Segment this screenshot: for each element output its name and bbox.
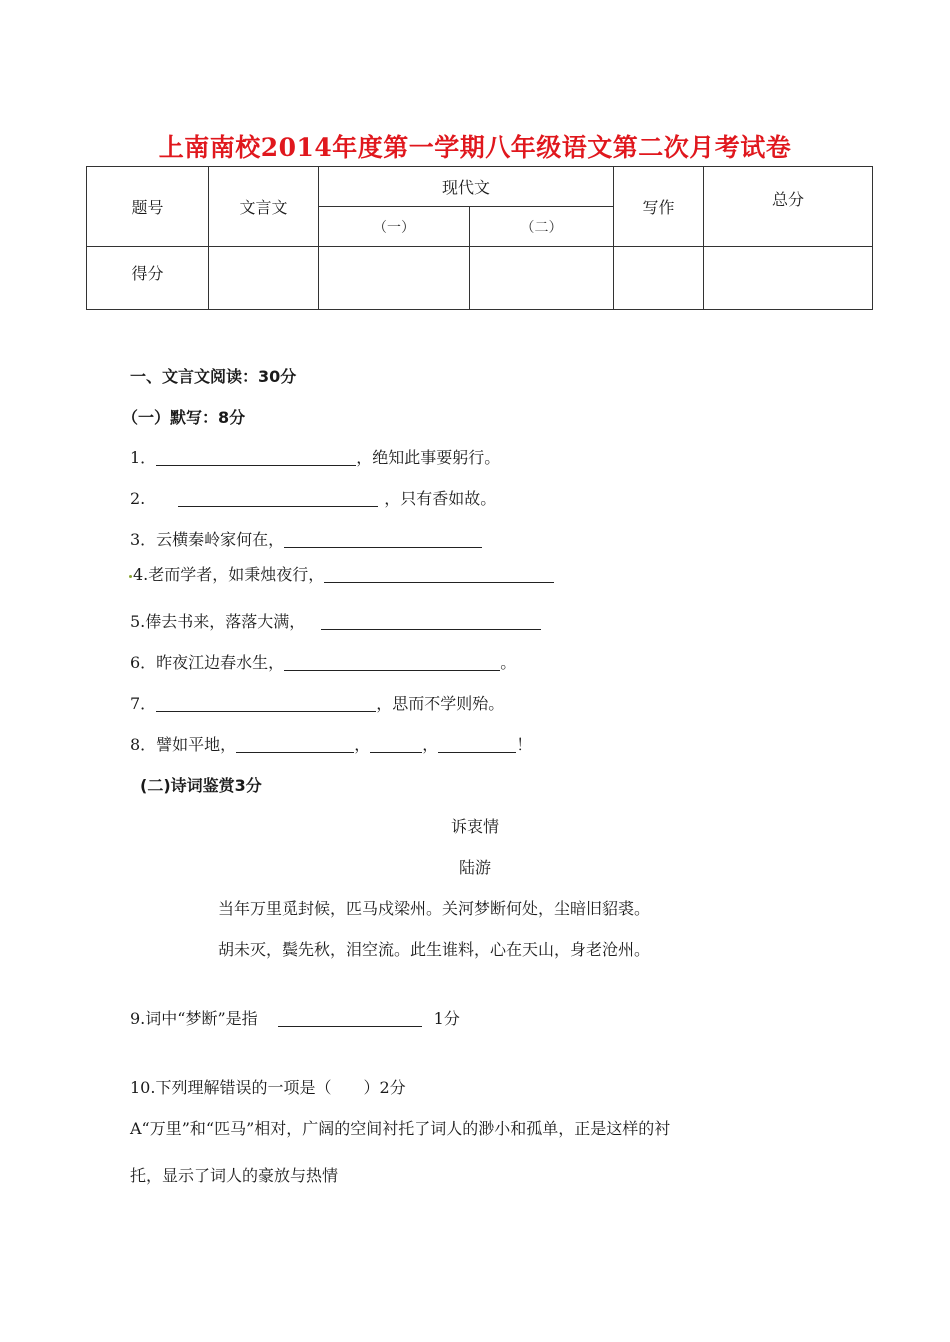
score-cell-classical[interactable] — [209, 247, 319, 310]
header-modern-1: （一） — [319, 207, 470, 247]
exam-title: 上南南校2014年度第一学期八年级语文第二次月考试卷 — [158, 133, 792, 162]
q1-text: ，绝知此事要躬行。 — [356, 448, 501, 467]
q9-blank[interactable] — [278, 1010, 422, 1027]
q7-blank[interactable] — [156, 695, 376, 712]
header-modern-2: （二） — [470, 207, 614, 247]
q8-sep-2: ， — [422, 735, 439, 754]
question-6 — [130, 650, 516, 673]
question-2 — [130, 486, 496, 509]
header-total: 总分 — [704, 167, 873, 247]
q10-option-a-line-2: 托，显示了词人的豪放与热情 — [130, 1166, 339, 1185]
q8-sep-1: ， — [354, 735, 371, 754]
q2-blank[interactable] — [178, 490, 378, 507]
q4-text: 4.老而学者，如秉烛夜行， — [133, 565, 325, 584]
header-classical: 文言文 — [209, 167, 319, 247]
q8-text: 8．譬如平地， — [130, 735, 237, 754]
question-9 — [130, 1006, 460, 1029]
q8-blank-3[interactable] — [438, 736, 516, 753]
q2-number: 2. — [130, 489, 146, 508]
q5-blank[interactable] — [321, 613, 541, 630]
section1-heading: 一、文言文阅读：30分 — [130, 367, 297, 386]
part1-heading: （一）默写：8分 — [122, 408, 246, 427]
question-8 — [130, 732, 532, 755]
score-cell-total[interactable] — [704, 247, 873, 310]
q8-end: ！ — [516, 735, 533, 754]
poem-title: 诉衷情 — [450, 817, 499, 836]
score-cell-modern-2[interactable] — [470, 247, 614, 310]
q5-text: 5.俸去书来，落落大满， — [130, 612, 306, 631]
q10-option-a-line-1: A“万里”和“匹马”相对，广阔的空间衬托了词人的渺小和孤单，正是这样的衬 — [130, 1119, 671, 1138]
q8-blank-2[interactable] — [370, 736, 422, 753]
question-10: 10.下列理解错误的一项是（ ）2分 — [130, 1078, 406, 1097]
q3-text: 3．云横秦岭家何在， — [130, 530, 285, 549]
q4-blank[interactable] — [324, 566, 554, 583]
question-1 — [130, 445, 500, 468]
poem-line-2: 胡未灭，鬓先秋，泪空流。此生谁料，心在天山，身老沧州。 — [218, 940, 651, 959]
poem-author: 陆游 — [458, 858, 491, 877]
section2-heading: (二)诗词鉴赏3分 — [140, 776, 262, 795]
header-writing: 写作 — [614, 167, 704, 247]
q7-number: 7． — [130, 694, 157, 713]
q6-text: 6．昨夜江边春水生， — [130, 653, 285, 672]
question-5 — [130, 609, 541, 632]
margin-mark — [129, 575, 132, 578]
q9-text: 9.词中“梦断”是指 — [130, 1009, 258, 1028]
question-4 — [133, 562, 554, 585]
score-cell-writing[interactable] — [614, 247, 704, 310]
q9-points: 1分 — [433, 1009, 460, 1028]
poem-line-1: 当年万里觅封候，匹马戍梁州。关河梦断何处，尘暗旧貂裘。 — [218, 899, 651, 918]
header-topic: 题号 — [87, 167, 209, 247]
q3-blank[interactable] — [284, 531, 482, 548]
q1-blank[interactable] — [156, 449, 356, 466]
score-cell-modern-1[interactable] — [319, 247, 470, 310]
q7-text: ，思而不学则殆。 — [376, 694, 505, 713]
row-score-label: 得分 — [87, 247, 209, 310]
q1-number: 1． — [130, 448, 157, 467]
q6-blank[interactable] — [284, 654, 500, 671]
score-table — [86, 166, 873, 310]
question-3 — [130, 527, 482, 550]
q8-blank-1[interactable] — [236, 736, 354, 753]
question-7 — [130, 691, 504, 714]
q6-end: 。 — [500, 653, 517, 672]
header-modern: 现代文 — [319, 167, 614, 207]
q2-text: ，只有香如故。 — [384, 489, 497, 508]
